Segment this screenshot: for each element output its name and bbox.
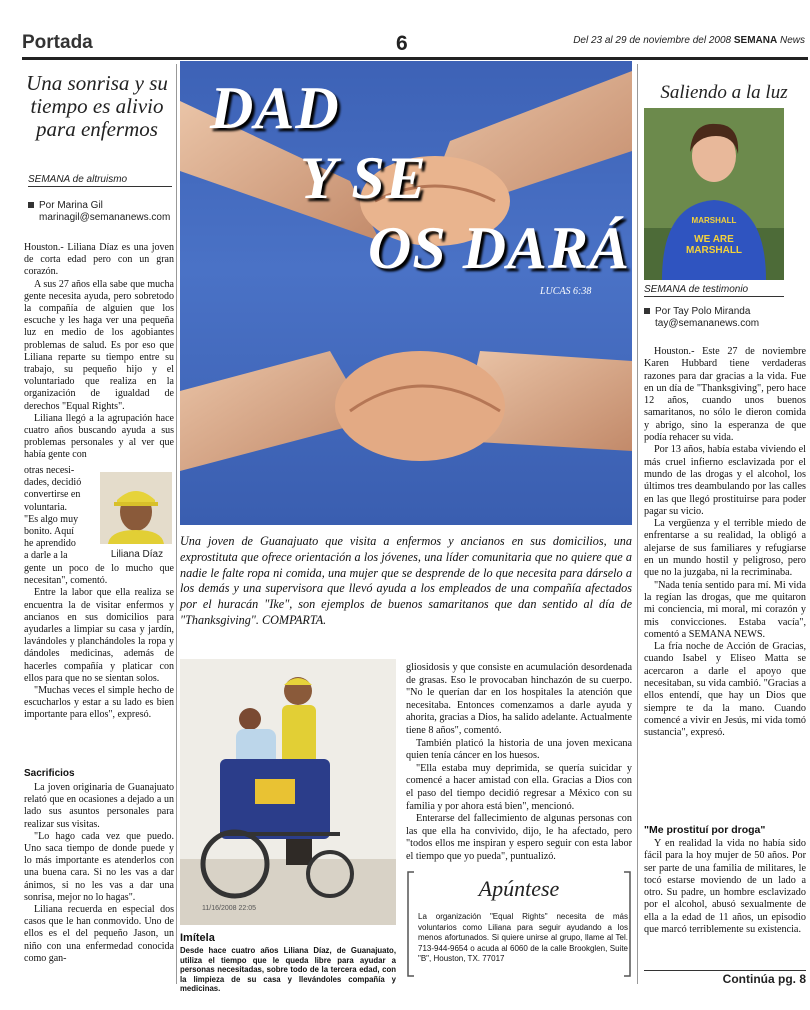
left-author-email[interactable]: marinagil@semananews.com (39, 212, 171, 223)
paragraph: Liliana recuerda en especial dos casos que le han conmovido. Uno de ellos es el del pequeño Jason, un niño con una enfermedad conocida como gan- (24, 904, 174, 964)
wrap-line: a darle a la (24, 550, 68, 562)
paragraph: Liliana llegó a la agrupación hace cuatro años buscando ayuda a sus problemas personales y al ver que había gente con (24, 412, 174, 461)
wrap-line: dades, decidió (24, 477, 82, 489)
paragraph: "Muchas veces el simple hecho de escucharlos y estar a su lado es bien importante para ellos", expresó. (24, 685, 174, 721)
right-subhead: "Me prostituí por droga" (644, 824, 766, 836)
photo-timestamp: 11/16/2008 22:05 (202, 905, 256, 912)
right-author-email[interactable]: tay@semananews.com (655, 318, 760, 329)
continued-link[interactable]: Continúa pg. 8 (644, 970, 806, 986)
column-divider-left (176, 64, 177, 984)
paragraph: La vergüenza y el terrible miedo de enfrentarse a su realidad, la obligó a alejarse de sus familiares y refugiarse en un mundo hostil y peligroso, pero que no la juzgaba, ni la recriminaba. (644, 518, 806, 579)
paragraph: Y en realidad la vida no había sido fácil para la hoy mujer de 50 años. Por ser parte de una familia de militares, le tocó estarse moviendo de un lado a otro. Su padre, un hombre esclavizado por el alcohol, abusó sexualmente de ella a la edad de 11 años, un episodio que marcó terriblemente su existencia. (644, 838, 806, 936)
right-article-body-2 (644, 838, 806, 936)
wrap-line: convertirse en (24, 489, 81, 501)
column-divider-right (637, 64, 638, 984)
right-author: Por Tay Polo Miranda (655, 306, 751, 317)
paragraph: Houston.- Liliana Díaz es una joven de corta edad pero con un gran corazón. (24, 242, 174, 278)
paragraph: Houston.- Este 27 de noviembre Karen Hubbard tiene verdaderas razones para dar gracias a la vida. Fue en un día de "Thanksgiving", pero hace 12 años, cuando unos buenos samaritanos, no sólo le dieron comida y abrigo, sino la esperanza de que podía rehacer su vida. (644, 346, 806, 444)
shirt-text-1: MARSHALL (691, 216, 737, 225)
paragraph: La fría noche de Acción de Gracias, cuando Isabel y Eliseo Matta se acercaron a darle el apoyo que necesitaban, su vida cambió. "Gracias a ellos entendí, que hay un Dios que siempre te da la mano. Cuando comencé a vivir en Jesús, mi vida tomó sustancia", expresó. (644, 641, 806, 739)
page-number: 6 (396, 32, 408, 55)
hero-caption: Una joven de Guanajuato que visita a enfermos y ancianos en sus domicilios, una exprostituta que ofrece orientación a los jóvenes, una líder comunitaria que no quiere que a nadie le falte ropa ni comida, una mujer que se desprende de lo que necesita para dárselo a los demás y una supervisora que llevó ayuda a los empleados de una compañía afectados por el huracán "Ike", son ejemplos de buenos samaritanos que dan sentido al día de "Thanksgiving". COMPARTA. (180, 534, 632, 627)
right-article-title: Saliendo a la luz (660, 82, 788, 103)
hero-title-line3: OS DARÁ (368, 215, 631, 281)
header-rule (22, 57, 808, 60)
publication-suffix: News (779, 35, 805, 46)
portrait-illustration (100, 472, 172, 544)
left-article-title: Una sonrisa y su tiempo es alivio para enfermos (26, 71, 168, 141)
paragraph: "Ella estaba muy deprimida, se quería suicidar y comencé a hacer amistad con ella. Gracias a Dios con el paso del tiempo decidió regresar a México con su familia y por ahora está bien", mencionó. (406, 762, 632, 812)
middle-article-body (406, 662, 632, 864)
paragraph: Enterarse del fallecimiento de algunas personas con las que ella ha convivido, dijo, le ha afectado, pero "todos ellos me inspiran y espero seguir con esta labor el tiempo que yo pueda", puntualizó. (406, 813, 632, 862)
wrap-line: voluntaria. (24, 501, 68, 513)
bullet-square-icon (644, 308, 650, 314)
wrap-line: "Es algo muy (24, 513, 79, 525)
left-article-body-top (24, 242, 174, 462)
hero-title-line1: DAD (210, 75, 340, 141)
date-range: Del 23 al 29 de noviembre del 2008 (573, 35, 732, 46)
left-subhead: Sacrificios (24, 768, 75, 779)
karen-photo (644, 108, 784, 280)
left-byline (28, 200, 176, 224)
left-article-body-mid (24, 563, 174, 722)
publication-name: SEMANA (733, 35, 778, 46)
paragraph: "Lo hago cada vez que puedo. Uno saca tiempo de donde puede y lo más importante es atenderlos con una buena cara. Si no les vas a dar ánimos, si no les vas a dar una sonrisa, mejor no lo hagas". (24, 830, 174, 903)
photo2-label: Imítela (180, 932, 215, 944)
hero-citation: LUCAS 6:38 (540, 286, 592, 297)
paragraph: A sus 27 años ella sabe que mucha gente necesita ayuda, pero sobretodo la compañía de alguien que los escuche y les haga ver una pequeña luz en medio de los agobiantes problemas de salud. Es por eso que Liliana reparte su tiempo entre su trabajo, su pequeño hijo y el voluntariado que realiza en la organización de igualdad de derechos "Equal Rights". (24, 278, 174, 412)
bullet-square-icon (28, 202, 34, 208)
hero-image (180, 61, 632, 525)
left-section-label: SEMANA de altruismo (28, 174, 172, 187)
inset-photo-label: Liliana Díaz (110, 549, 164, 560)
right-article-body (644, 346, 806, 740)
paragraph: "Nada tenía sentido para mí. Mi vida la regían las drogas, que me quitaron mi conciencia, mi moral, mi corazón y mis convicciones. Estaba vacía", comentó a SEMANA NEWS. (644, 579, 806, 640)
liliana-inset-photo (100, 472, 172, 544)
issue-date (560, 35, 805, 46)
left-article-wrap (24, 465, 98, 563)
right-byline (644, 306, 804, 330)
paragraph: Por 13 años, había estaba viviendo el más cruel infierno esclavizada por el mundo de las drogas y el alcohol, los últimos tres deambulando por las calles en las que llegó prostituirse para poder pagar su vicio. (644, 444, 806, 517)
paragraph: Entre la labor que ella realiza se encuentra la de visitar enfermos y ancianos en sus domicilios para ayudarles a limpiar su casa y jardín, lavándoles y planchándoles la ropa y dándoles medicinas, además de hacerles compañía y platicar con ellos para que no se sientan solos. (24, 587, 174, 684)
apuntese-title: Apúntese (478, 876, 560, 901)
paragraph: gente un poco de lo mucho que necesitan", comentó. (24, 563, 174, 587)
right-section-label: SEMANA de testimonio (644, 284, 784, 297)
left-article-body-bottom (24, 782, 174, 965)
wrap-line: bonito. Aquí (24, 526, 75, 538)
hero-title-line2: Y SE (300, 145, 427, 211)
section-name: Portada (22, 32, 93, 53)
wrap-line: he aprendido (24, 538, 76, 550)
photo2-caption: Desde hace cuatro años Liliana Díaz, de Guanajuato, utiliza el tiempo que le queda libre para ayudar a personas necesitadas, sobre todo de la tercera edad, con la limpieza de su casa y llevándoles compañía y medicinas. (180, 946, 396, 993)
shirt-text-2: WE ARE MARSHALL (685, 234, 743, 256)
wrap-line: otras necesi- (24, 465, 75, 476)
paragraph: gliosidosis y que consiste en acumulación desordenada de grasas. Eso le provocaban hinchazón de su cuerpo. "No le querían dar en los hospitales la atención que necesitaba. Entonces comenzamos a darle ayuda y ahorita, gracias a Dios, ha salido adelante. Actualmente tiene 8 años", comentó. (406, 662, 632, 736)
wheelchair-photo (180, 659, 396, 925)
paragraph: La joven originaria de Guanajuato relató que en ocasiones a dejado a un lado sus asuntos personales para realizar sus visitas. (24, 782, 174, 830)
apuntese-text: La organización "Equal Rights" necesita de más voluntarios como Liliana para seguir ayudando a los menos afortunados. Si quiere unirse al grupo, llame al Tel. 713-944-9654 o acuda al 6060 de la calle Brookglen, Suite "B", Houston, TX. 77017 (418, 912, 628, 963)
left-author: Por Marina Gil (39, 200, 103, 211)
wheelchair-illustration (180, 659, 396, 925)
paragraph: También platicó la historia de una joven mexicana quien tenía cáncer en los huesos. (406, 737, 632, 762)
